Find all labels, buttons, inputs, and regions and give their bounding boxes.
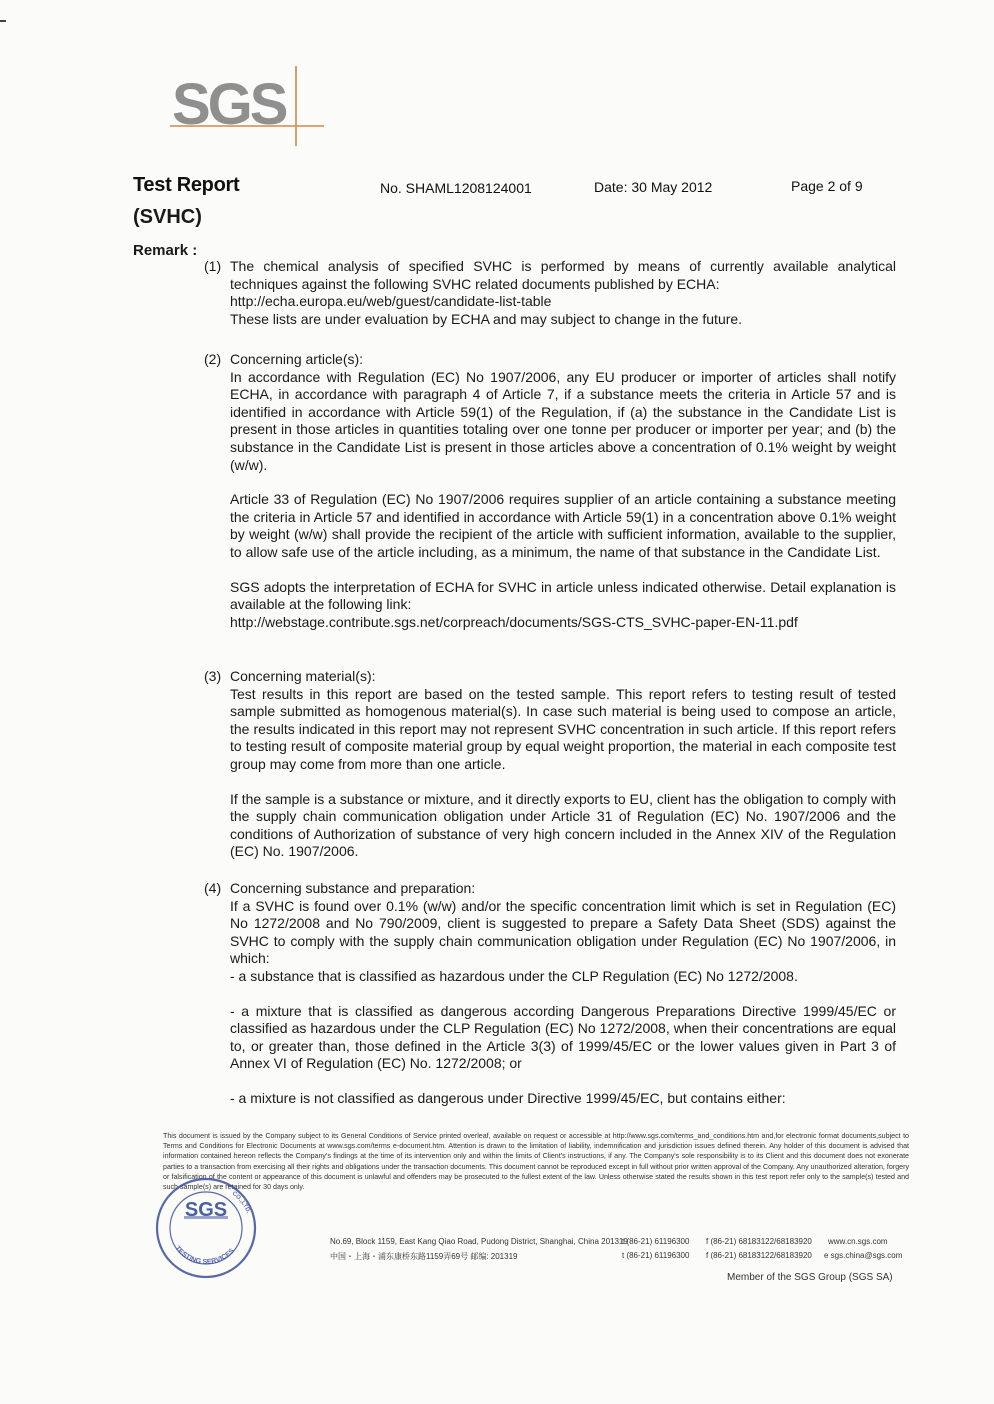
seal-arc-text: TESTING SERVICES <box>173 1244 236 1266</box>
sgs-seal-stamp <box>154 1176 258 1280</box>
item-heading: Concerning material(s): <box>230 668 376 684</box>
remark-item-2 <box>204 351 896 631</box>
item-number: (1) <box>204 258 222 274</box>
item-paragraph: - a substance that is classified as hazardous under the CLP Regulation (EC) No 1272/2008. <box>230 967 798 984</box>
report-title: Test Report <box>133 174 240 196</box>
echa-link[interactable]: http://echa.europa.eu/web/guest/candidate-list-table <box>230 293 552 310</box>
item-number: (2) <box>204 351 222 367</box>
telephone: t (86-21) 61196300 <box>622 1237 690 1246</box>
report-subtitle: (SVHC) <box>133 206 202 228</box>
item-heading: Concerning substance and preparation: <box>230 880 476 896</box>
sgs-logo-icon <box>170 66 326 148</box>
item-paragraph: If the sample is a substance or mixture, and it directly exports to EU, client has the obligation to comply with the supply chain communication obligation under Article 31 of Regulation (EC) No. 1907/2006 and the conditions of Authorization of substance of very high concern included in the Annex XIV of the Regulation (EC) No. 1907/2006. <box>230 790 896 860</box>
sgs-paper-link[interactable]: http://webstage.contribute.sgs.net/corpreach/documents/SGS-CTS_SVHC-paper-EN-11.pdf <box>230 613 798 630</box>
fine-print-text: This document is issued by the Company subject to its General Conditions of Service printed overleaf, available on request or accessible at http://www.sgs.com/terms_and_conditions.htm and,for electronic format documents,subject to Terms and Conditions for Electronic Documents at www.sgs.com/terms e-document.htm. Attention is drawn to the limitation of liability, indemnification and jurisdiction issues defined therein. Any holder of this document is advised that information contained hereon reflects the Company's findings at the time of its intervention only and within the limits of Client's instructions, if any. The Company's sole responsibility is to its Client and this document does not exonerate parties to a transaction from exercising all their rights and obligations under the transaction documents. This document cannot be reproduced except in full without prior written approval of the Company. Any unauthorized alteration, forgery or falsification of the content or appearance of this document is unlawful and offenders may be prosecuted to the fullest extent of the law. Unless otherwise stated the results shown in this test report refer only to the sample(s) tested and such sample(s) are retained for 30 days only. <box>163 1132 909 1192</box>
sgs-logo-text: SGS <box>172 72 286 137</box>
page-number: Page 2 of 9 <box>791 178 863 194</box>
fax: f (86-21) 68183122/68183920 <box>706 1237 812 1246</box>
item-paragraph: These lists are under evaluation by ECHA and may subject to change in the future. <box>230 310 743 327</box>
website[interactable]: www.cn.sgs.com <box>828 1237 888 1246</box>
item-paragraph: Test results in this report are based on the tested sample. This report refers to testing result of tested sample submitted as homogenous material(s). In case such material is being used to compose an article, the results indicated in this report may not represent SVHC concentration in such article. If this report refers to testing result of composite material group by equal weight proportion, the material in each composite test group may come from more than one article. <box>230 685 896 772</box>
seal-logo-text: SGS <box>184 1199 228 1221</box>
item-paragraph: If a SVHC is found over 0.1% (w/w) and/or the specific concentration limit which is set in Regulation (EC) No 1272/2008 and No 790/2009, client is suggested to prepare a Safety Data Sheet (SDS) against the SVHC to comply with the supply chain communication obligation under Regulation (EC) No 1907/2006, in which: <box>230 897 896 967</box>
report-number: No. SHAML1208124001 <box>380 180 532 196</box>
remark-item-3 <box>204 668 896 861</box>
item-paragraph: In accordance with Regulation (EC) No 1907/2006, any EU producer or importer of articles shall notify ECHA, in accordance with paragraph 4 of Article 7, if a substance meets the criteria in Article 57 and is identified in accordance with Article 59(1) of the Regulation, if (a) the substance in the Candidate List is present in those articles in quantities totaling over one tonne per producer or importer per year; and (b) the substance in the Candidate List is present in those articles above a concentration of 0.1% weight by weight (w/w). <box>230 368 896 473</box>
item-heading: Concerning article(s): <box>230 351 364 367</box>
seal-side-text: CO.,LTD. <box>230 1190 252 1215</box>
item-paragraph: SGS adopts the interpretation of ECHA for SVHC in article unless indicated otherwise. Detail explanation is available at the following link: <box>230 578 896 613</box>
email[interactable]: e sgs.china@sgs.com <box>824 1251 903 1260</box>
item-paragraph: - a mixture that is classified as dangerous according Dangerous Preparations Directive 1999/45/EC or classified as hazardous under the CLP Regulation (EC) No 1272/2008, when their concentrations are equal to, or greater than, those defined in the Article 3(3) of 1999/45/EC or the lower values given in Part 3 of Annex VI of Regulation (EC) No. 1272/2008; or <box>230 1002 896 1072</box>
telephone-cn: t (86-21) 61196300 <box>622 1251 690 1260</box>
remark-item-4 <box>204 880 896 1108</box>
sgs-logo <box>170 66 326 148</box>
fax-cn: f (86-21) 68183122/68183920 <box>706 1251 812 1260</box>
report-date: Date: 30 May 2012 <box>594 179 713 195</box>
item-paragraph: The chemical analysis of specified SVHC is performed by means of currently available analytical techniques against the following SVHC related documents published by ECHA: <box>230 258 896 292</box>
address-chinese: 中国・上海・浦东康桥东路1159弄69号 邮编: 201319 <box>330 1252 518 1261</box>
remark-label: Remark : <box>133 242 198 259</box>
scan-corner-mark <box>0 20 6 22</box>
footer-fine-print <box>163 1131 909 1192</box>
item-number: (3) <box>204 668 222 684</box>
item-number: (4) <box>204 880 222 896</box>
address-english: No.69, Block 1159, East Kang Qiao Road, Pudong District, Shanghai, China 201319 <box>330 1237 628 1246</box>
seal-icon <box>154 1176 258 1280</box>
remark-item-1 <box>204 258 896 328</box>
svg-text:TESTING SERVICES <box>174 1245 236 1266</box>
member-line: Member of the SGS Group (SGS SA) <box>727 1272 893 1283</box>
item-paragraph: Article 33 of Regulation (EC) No 1907/2006 requires supplier of an article containing a substance meeting the criteria in Article 57 and identified in accordance with Article 59(1) in a concentration above 0.1% weight by weight (w/w) shall provide the recipient of the article with sufficient information, available to the supplier, to allow safe use of the article including, as a minimum, the name of that substance in the Candidate List. <box>230 491 896 560</box>
item-paragraph: - a mixture is not classified as dangerous under Directive 1999/45/EC, but contains either: <box>230 1089 786 1106</box>
